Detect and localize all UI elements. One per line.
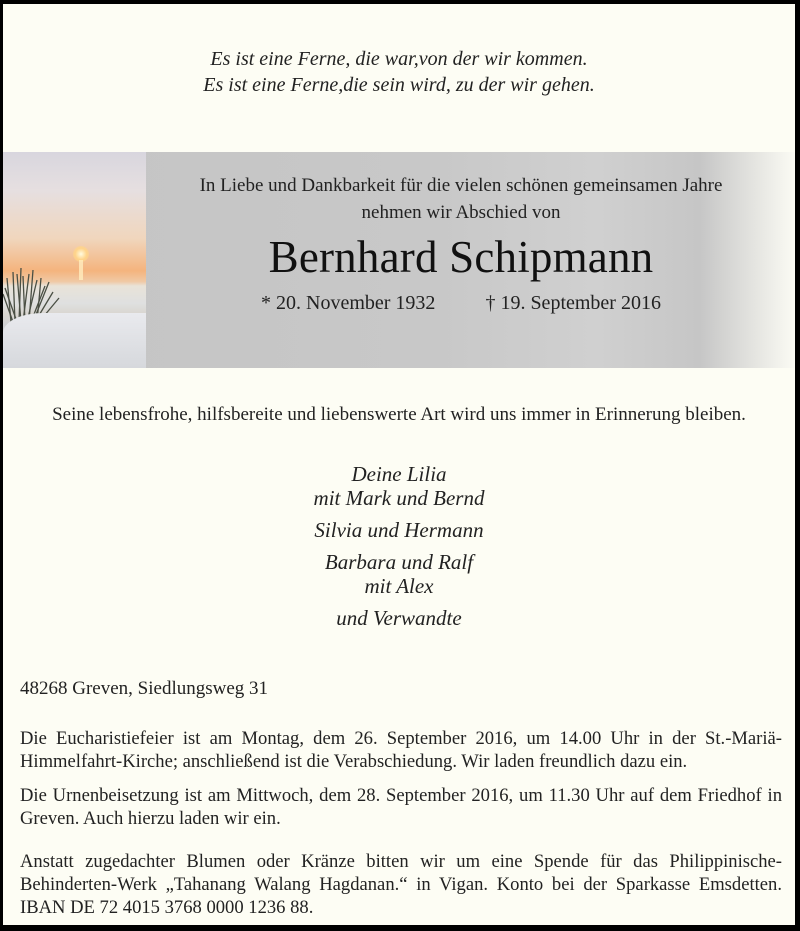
mourner-line: mit Mark und Bernd [313,486,485,510]
sand-dune-graphic [3,313,146,368]
mourner-line: und Verwandte [336,606,462,630]
sunset-beach-photo [3,152,146,368]
mourner-group [3,518,795,542]
obituary-notice [3,4,795,925]
eucharist-service-info: Die Eucharistiefeier ist am Montag, dem 26. September 2016, um 14.00 Uhr in der St.-Mariä-Himmelfahrt-Kirche; anschließend ist die Verabschiedung. Wir laden freundlich dazu ein. [20,728,782,772]
mourner-group [3,606,795,630]
mourners-list [3,462,795,638]
intro-text [146,172,776,226]
family-address: 48268 Greven, Siedlungsweg 31 [20,678,269,699]
donation-info: Anstatt zugedachter Blumen oder Kränze bitten wir um eine Spende für das Philippinische-Behinderten-Werk „Tahanang Walang Hagdanan.“ in Vigan. Konto bei der Sparkasse Emsdetten. IBAN DE 72 4015 3768 0000 1236 88. [20,851,782,918]
deceased-name: Bernhard Schipmann [268,232,654,282]
motto-line-2: Es ist eine Ferne,die sein wird, zu der wir gehen. [203,74,595,96]
memory-statement: Seine lebensfrohe, hilfsbereite und liebenswerte Art wird uns immer in Erinnerung bleiben. [52,404,746,425]
mourner-line: Silvia und Hermann [314,518,484,542]
header-text [146,152,776,315]
mourner-line: Deine Lilia [351,462,447,486]
birth-date: * 20. November 1932 [261,292,436,314]
mourner-line: Barbara und Ralf [324,550,474,574]
urn-burial-info: Die Urnenbeisetzung ist am Mittwoch, dem 28. September 2016, um 11.30 Uhr auf dem Friedhof in Greven. Auch hierzu laden wir ein. [20,785,782,829]
death-date: † 19. September 2016 [485,292,661,314]
mourner-group [3,462,795,510]
intro-line-1: In Liebe und Dankbarkeit für die vielen schönen gemeinsamen Jahre [199,175,723,196]
life-dates [146,292,776,315]
intro-line-2: nehmen wir Abschied von [361,202,561,223]
motto-verse [3,46,795,98]
mourner-group [3,550,795,598]
motto-line-1: Es ist eine Ferne, die war,von der wir kommen. [210,48,588,70]
mourner-line: mit Alex [364,574,434,598]
header-band [3,152,795,368]
